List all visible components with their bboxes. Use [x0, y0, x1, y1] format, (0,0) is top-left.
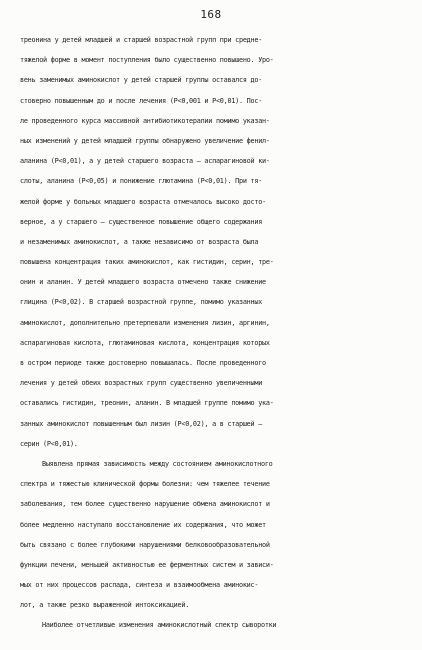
- text-line: Наиболее отчетливые изменения аминокислотный спектр сыворотки: [42, 621, 277, 630]
- text-line: верное, а у старшего – существенное повышение общего содержания: [20, 217, 263, 226]
- text-line: серин (Р<0,01).: [20, 439, 78, 448]
- text-line: стоверно повышенным до и после лечения (Р<0,001 и Р<0,01). Пос-: [20, 96, 263, 105]
- text-line: мых от них процессов распада, синтеза и взаимообмена аминокис-: [20, 581, 259, 590]
- text-line: спектра и тяжестью клинической формы болезни: чем тяжелее течение: [20, 480, 270, 489]
- text-line: заболевания, тем более существенно нарушение обмена аминокислот и: [20, 500, 270, 509]
- text-line: лечения у детей обеих возрастных групп существенно увеличенными: [20, 379, 263, 388]
- text-line: слоты, аланина (Р<0,05) и понижение глютамина (Р<0,01). При тя-: [20, 177, 263, 186]
- text-line: Выявлена прямая зависимость между состоянием аминокислотного: [42, 459, 273, 468]
- text-line: быть связано с более глубокими нарушениями белковообразовательной: [20, 540, 270, 549]
- text-line: онин и аланин. У детей младшего возраста отмечено также снижение: [20, 278, 266, 287]
- text-line: в остром периоде также достоверно повышалась. После проведенного: [20, 359, 266, 367]
- text-line: лот, а также резко выраженной интоксикацией.: [20, 601, 190, 610]
- text-line: вень заменимых аминокислот у детей старшей группы оставался до-: [20, 76, 263, 85]
- text-line: ле проведенного курса массивной антибиотикотерапии помимо указан-: [20, 116, 270, 125]
- text-line: более медленно наступало восстановление их содержания, что может: [20, 520, 266, 529]
- text-line: аланина (Р<0,01), а у детей старшего возраста – аспарагиновой ки-: [20, 157, 270, 166]
- page-number: 168: [200, 8, 222, 21]
- text-line: функции печени, меньшей активностью ее ферментных систем и зависи-: [20, 560, 274, 569]
- text-line: аминокислот, дополнительно претерпевали изменения лизин, аргинин,: [20, 318, 270, 327]
- body-text: [20, 30, 410, 636]
- text-line: оставались гистидин, треонин, аланин. В младшей группе помимо ука-: [20, 399, 274, 408]
- text-line: треонина у детей младшей и старшей возрастной групп при средне-: [20, 36, 263, 44]
- text-line: занных аминокислот повышенным был лизин (Р<0,02), а в старшей –: [20, 419, 263, 428]
- text-line: аспарагиновая кислота, глютаминовая кислота, концентрация которых: [20, 338, 270, 347]
- text-line: тяжелой форме в момент поступления было существенно повышено. Уро-: [20, 56, 274, 65]
- text-line: желой форме у больных младшего возраста отмечалось высоко досто-: [20, 197, 266, 206]
- text-line: повышена концентрация таких аминокислот, как гистидин, серин, тре-: [20, 258, 274, 267]
- text-line: и незаменимых аминокислот, а также независимо от возраста была: [20, 237, 259, 246]
- text-line: ных изменений у детей младшей группы обнаружено увеличение фенил-: [20, 136, 270, 145]
- text-line: глицина (Р<0,02). В старшей возрастной группе, помимо указанных: [20, 298, 263, 307]
